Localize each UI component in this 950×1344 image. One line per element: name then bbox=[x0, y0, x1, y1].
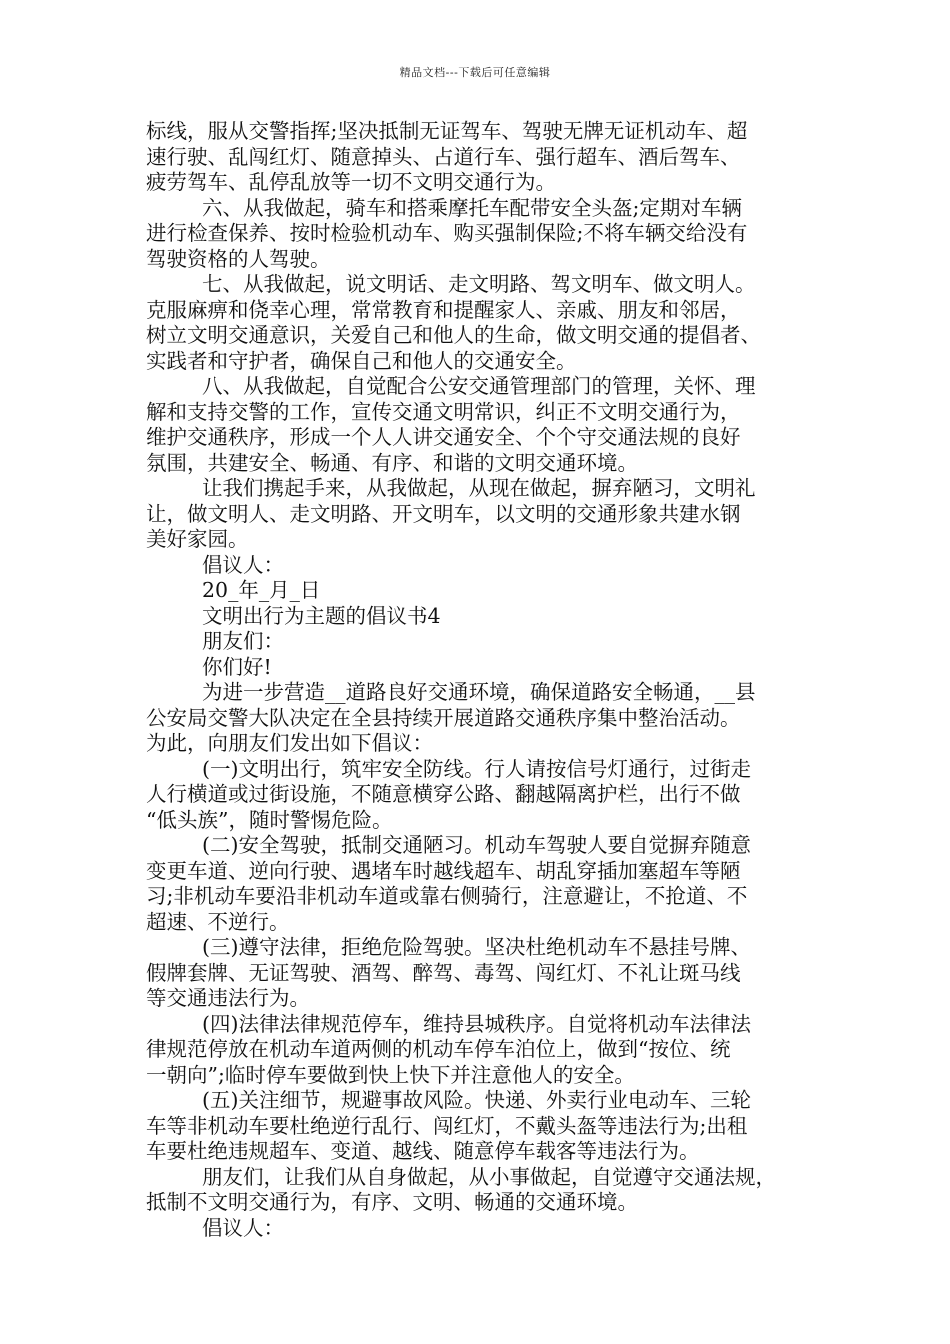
text-line: 八、从我做起，自觉配合公安交通管理部门的管理，关怀、理 bbox=[202, 374, 756, 398]
text-line: 美好家园。 bbox=[146, 527, 249, 551]
text-line: 超速、不逆行。 bbox=[146, 909, 290, 934]
text-line: 让，做文明人、走文明路、开文明车，以文明的交通形象共建水钢 bbox=[146, 501, 741, 526]
text-line: 习;非机动车要沿非机动车道或靠右侧骑行，注意避让，不抢道、不 bbox=[146, 884, 748, 908]
text-line: 朋友们： bbox=[202, 629, 284, 653]
text-line: (二)安全驾驶，抵制交通陋习。机动车驾驶人要自觉摒弃随意 bbox=[202, 833, 751, 857]
text-line: 六、从我做起，骑车和搭乘摩托车配带安全头盔;定期对车辆 bbox=[202, 195, 742, 220]
text-line: 为此，向朋友们发出如下倡议： bbox=[146, 731, 433, 755]
text-line: 实践者和守护者，确保自己和他人的交通安全。 bbox=[146, 348, 577, 373]
text-line: 为进一步营造__道路良好交通环境，确保道路安全畅通，__县 bbox=[202, 680, 756, 704]
text-line: 文明出行为主题的倡议书4 bbox=[202, 603, 441, 628]
text-line: 维护交通秩序，形成一个人人讲交通安全、个个守交通法规的良好 bbox=[146, 425, 741, 449]
text-line: 树立文明交通意识，关爱自己和他人的生命，做文明交通的提倡者、 bbox=[146, 323, 761, 347]
text-line: 七、从我做起，说文明话、走文明路、驾文明车、做文明人。 bbox=[202, 272, 756, 296]
text-line: 氛围，共建安全、畅通、有序、和谐的文明交通环境。 bbox=[146, 450, 638, 475]
text-line: 让我们携起手来，从我做起，从现在做起，摒弃陋习，文明礼 bbox=[202, 476, 756, 500]
text-line: (五)关注细节，规避事故风险。快递、外卖行业电动车、三轮 bbox=[202, 1088, 751, 1112]
text-line: 公安局交警大队决定在全县持续开展道路交通秩序集中整治活动。 bbox=[146, 705, 741, 730]
text-line: 疲劳驾车、乱停乱放等一切不文明交通行为。 bbox=[146, 170, 556, 194]
text-line: 你们好! bbox=[202, 654, 272, 679]
text-line: 等交通违法行为。 bbox=[146, 986, 310, 1010]
text-line: 克服麻痹和侥幸心理，常常教育和提醒家人、亲戚、朋友和邻居， bbox=[146, 297, 741, 322]
text-line: 朋友们，让我们从自身做起，从小事做起，自觉遵守交通法规， bbox=[202, 1164, 776, 1189]
document-body bbox=[146, 119, 826, 1241]
text-line: (四)法律法律规范停车，维持县城秩序。自觉将机动车法律法 bbox=[202, 1011, 751, 1036]
page-header: 精品文档---下载后可任意编辑 bbox=[399, 66, 551, 79]
text-line: 进行检查保养、按时检验机动车、购买强制保险;不将车辆交给没有 bbox=[146, 221, 748, 245]
text-line: 速行驶、乱闯红灯、随意掉头、占道行车、强行超车、酒后驾车、 bbox=[146, 144, 741, 169]
text-line: (一)文明出行，筑牢安全防线。行人请按信号灯通行，过街走 bbox=[202, 756, 751, 781]
text-line: “低头族”，随时警惕危险。 bbox=[146, 807, 393, 832]
text-line: (三)遵守法律，拒绝危险驾驶。坚决杜绝机动车不悬挂号牌、 bbox=[202, 935, 751, 959]
text-line: 车要杜绝违规超车、变道、越线、随意停车载客等违法行为。 bbox=[146, 1139, 700, 1163]
text-line: 驾驶资格的人驾驶。 bbox=[146, 246, 331, 271]
text-line: 律规范停放在机动车道两侧的机动车停车泊位上，做到“按位、统 bbox=[146, 1037, 731, 1061]
text-line: 解和支持交警的工作，宣传交通文明常识，纠正不文明交通行为， bbox=[146, 399, 741, 424]
text-line: 20_年_月_日 bbox=[202, 578, 321, 602]
text-line: 标线，服从交警指挥;坚决抵制无证驾车、驾驶无牌无证机动车、超 bbox=[146, 119, 748, 143]
text-line: 倡议人： bbox=[202, 552, 284, 577]
text-line: 车等非机动车要杜绝逆行乱行、闯红灯，不戴头盔等违法行为;出租 bbox=[146, 1113, 748, 1138]
text-line: 人行横道或过街设施，不随意横穿公路、翻越隔离护栏，出行不做 bbox=[146, 782, 741, 806]
text-line: 一朝向”;临时停车要做到快上快下并注意他人的安全。 bbox=[146, 1062, 635, 1087]
text-line: 变更车道、逆向行驶、遇堵车时越线超车、胡乱穿插加塞超车等陋 bbox=[146, 858, 741, 883]
text-line: 抵制不文明交通行为，有序、文明、畅通的交通环境。 bbox=[146, 1190, 638, 1214]
text-line: 假牌套牌、无证驾驶、酒驾、醉驾、毒驾、闯红灯、不礼让斑马线 bbox=[146, 960, 741, 985]
text-line: 倡议人： bbox=[202, 1215, 284, 1240]
